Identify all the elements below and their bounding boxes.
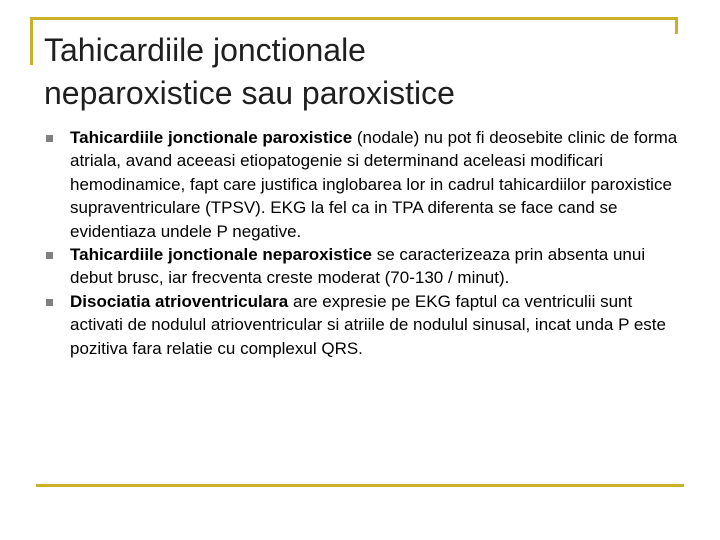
- bullet-text: se caracterizeaza prin absenta unui debut brusc, iar frecventa creste moderat (70-130 / minut).: [70, 245, 646, 288]
- bullet-bold-text: Disociatia atrioventriculara: [70, 291, 289, 311]
- bullet-item: [44, 290, 684, 360]
- square-bullet-icon: [46, 135, 53, 142]
- slide-title-line-2: neparoxistice sau paroxistice: [44, 75, 455, 111]
- slide-title-line-1: Tahicardiile jonctionale: [44, 32, 366, 68]
- slide-title: [44, 29, 674, 115]
- bullet-item: [44, 243, 684, 290]
- bullet-bold-text: Tahicardiile jonctionale neparoxistice: [70, 245, 372, 265]
- bullet-bold-text: Tahicardiile jonctionale paroxistice: [70, 128, 353, 147]
- frame-right-tick: [675, 17, 678, 34]
- square-bullet-icon: [46, 299, 53, 306]
- frame-left-line: [30, 17, 33, 65]
- bullet-item: [44, 126, 684, 243]
- bullet-text: are expresie pe EKG faptul ca ventriculii sunt activati de nodulul atrioventricular si atriile de nodulul sinusal, incat unda P este pozitiva fara relatie cu complexul QRS.: [70, 291, 666, 358]
- frame-top-line: [30, 17, 678, 20]
- bullet-text: (nodale) nu pot fi deosebite clinic de forma atriala, avand aceeasi etiopatogenie si determinand aceleasi modificari hemodinamice, fapt care justifica inglobarea lor in cadrul tahicardiilor paroxistice supraventriculare (TPSV). EKG la fel ca in TPA diferenta se face cand se evidentiaza undele P negative.: [70, 128, 678, 241]
- frame-bottom-line: [36, 484, 684, 487]
- square-bullet-icon: [46, 252, 53, 259]
- bullet-list: [44, 126, 684, 360]
